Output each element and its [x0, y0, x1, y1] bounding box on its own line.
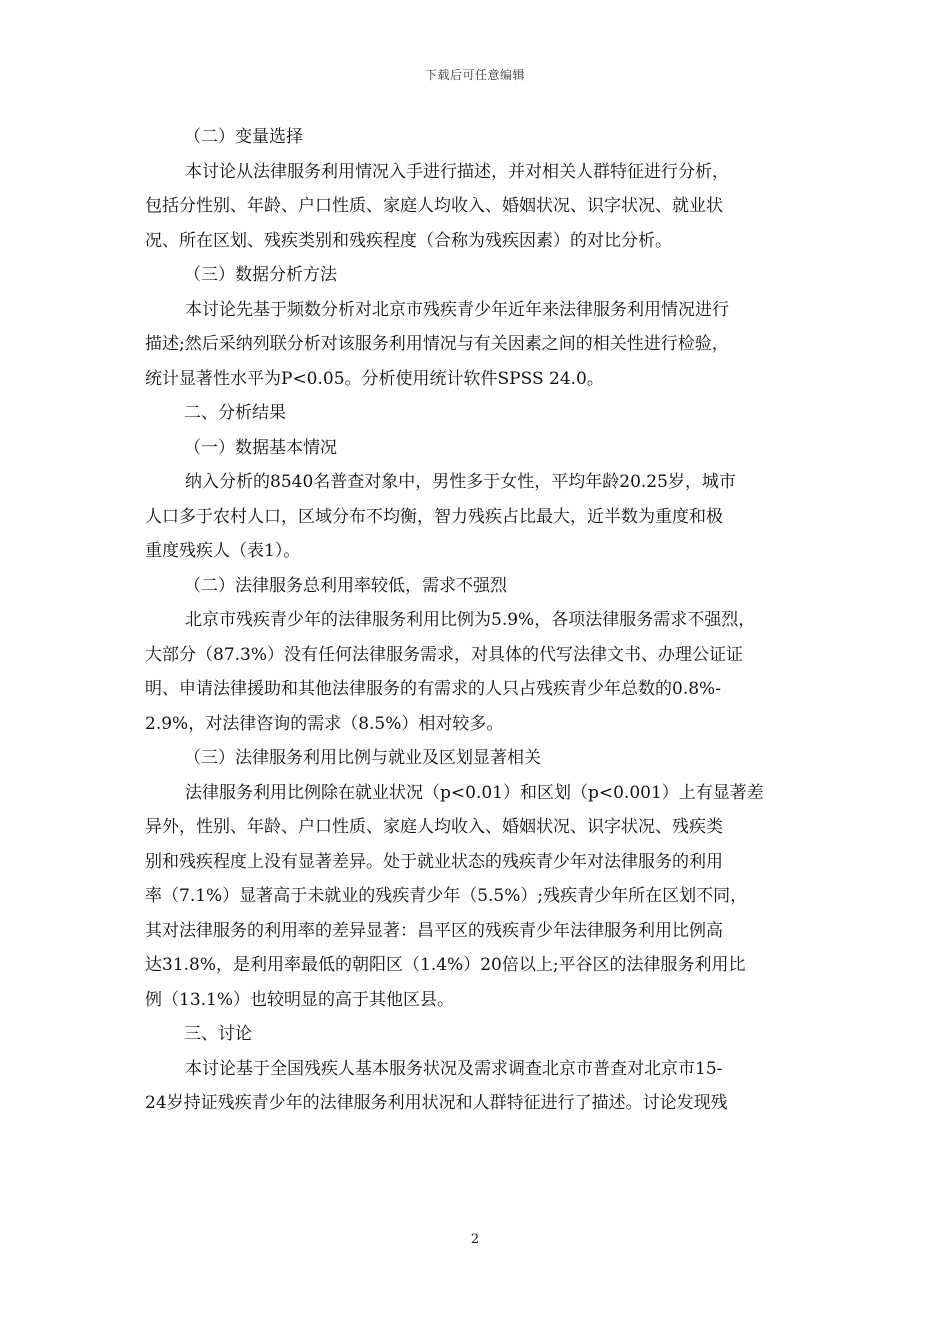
paragraph-line: 本讨论基于全国残疾人基本服务状况及需求调查北京市普查对北京市15- [185, 1058, 723, 1079]
paragraph-line: 人口多于农村人口，区域分布不均衡，智力残疾占比最大，近半数为重度和极 [145, 506, 723, 527]
paragraph-line: 本讨论从法律服务利用情况入手进行描述，并对相关人群特征进行分析， [185, 161, 729, 182]
paragraph-line: 率（7.1%）显著高于未就业的残疾青少年（5.5%）;残疾青少年所在区划不同， [145, 886, 748, 906]
paragraph-line: 包括分性别、年龄、户口性质、家庭人均收入、婚姻状况、识字状况、就业状 [145, 196, 723, 216]
paragraph-line: 北京市残疾青少年的法律服务利用比例为5.9%，各项法律服务需求不强烈， [185, 610, 756, 630]
paragraph-line: 重度残疾人（表1）。 [145, 541, 301, 561]
section-heading-results: 二、分析结果 [184, 403, 286, 423]
paragraph-line: 例（13.1%）也较明显的高于其他区县。 [145, 989, 455, 1010]
paragraph-line: 统计显著性水平为P<0.05。分析使用统计软件SPSS 24.0。 [145, 368, 604, 389]
paragraph-line: 描述;然后采纳列联分析对该服务利用情况与有关因素之间的相关性进行检验， [145, 334, 729, 354]
paragraph-line: 况、所在区划、残疾类别和残疾程度（合称为残疾因素）的对比分析。 [145, 230, 672, 251]
paragraph-line: 法律服务利用比例除在就业状况（p<0.01）和区划（p<0.001）上有显著差 [185, 782, 764, 803]
section-heading-variable-selection: （二）变量选择 [184, 127, 303, 147]
subsection-heading-employment-district: （三）法律服务利用比例与就业及区划显著相关 [184, 748, 541, 768]
page-number: 2 [470, 1232, 480, 1247]
section-heading-discussion: 三、讨论 [184, 1024, 252, 1044]
document-body [145, 120, 810, 1121]
paragraph-line: 24岁持证残疾青少年的法律服务利用状况和人群特征进行了描述。讨论发现残 [145, 1093, 728, 1113]
paragraph-line: 其对法律服务的利用率的差异显著：昌平区的残疾青少年法律服务利用比例高 [145, 920, 723, 941]
paragraph-line: 异外，性别、年龄、户口性质、家庭人均收入、婚姻状况、识字状况、残疾类 [145, 817, 723, 837]
paragraph-line: 达31.8%，是利用率最低的朝阳区（1.4%）20倍以上;平谷区的法律服务利用比 [145, 955, 746, 975]
paragraph-line: 别和残疾程度上没有显著差异。处于就业状态的残疾青少年对法律服务的利用 [145, 851, 723, 872]
paragraph-line: 大部分（87.3%）没有任何法律服务需求，对具体的代写法律文书、办理公证证 [145, 644, 744, 665]
paragraph-line: 纳入分析的8540名普查对象中，男性多于女性，平均年龄20.25岁，城市 [185, 472, 736, 492]
paragraph-line: 2.9%，对法律咨询的需求（8.5%）相对较多。 [145, 713, 504, 734]
paragraph-line: 明、申请法律援助和其他法律服务的有需求的人只占残疾青少年总数的0.8%- [145, 679, 721, 699]
subsection-heading-basic-data: （一）数据基本情况 [184, 437, 337, 458]
paragraph-line: 本讨论先基于频数分析对北京市残疾青少年近年来法律服务利用情况进行 [185, 299, 729, 320]
section-heading-analysis-method: （三）数据分析方法 [184, 265, 337, 285]
subsection-heading-utilization-rate: （二）法律服务总利用率较低，需求不强烈 [184, 575, 507, 596]
page-header: 下载后可任意编辑 [424, 68, 525, 82]
